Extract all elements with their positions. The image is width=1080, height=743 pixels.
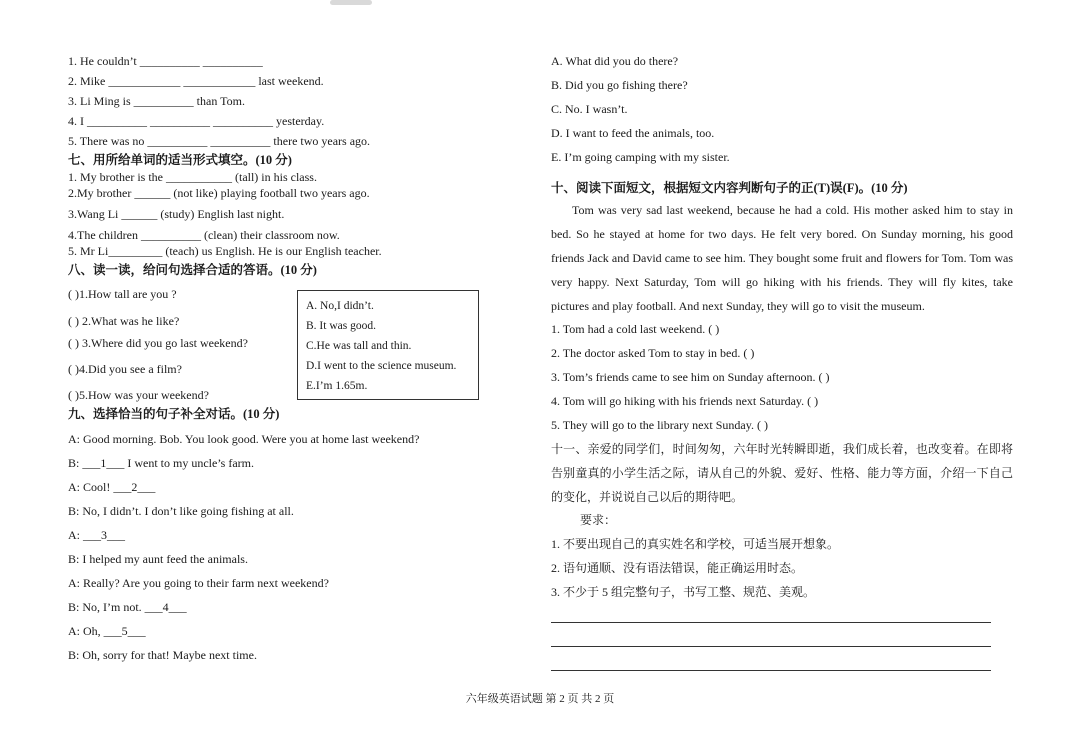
section6-item-3: 3. Li Ming is __________ than Tom. <box>68 94 245 108</box>
option-d: D. I want to feed the animals, too. <box>551 126 715 140</box>
answer-choices-box <box>297 290 479 400</box>
section7-item-3: 3.Wang Li ______ (study) English last night. <box>68 207 285 221</box>
requirement-2: 2. 语句通顺、没有语法错误，能正确运用时态。 <box>551 561 804 575</box>
section7-item-2: 2.My brother ______ (not like) playing football two years ago. <box>68 186 370 200</box>
section6-item-5: 5. There was no __________ __________ there two years ago. <box>68 134 371 148</box>
section6-item-2: 2. Mike ____________ ____________ last weekend. <box>68 74 324 88</box>
tf-item-5: 5. They will go to the library next Sunday. ( ) <box>551 418 768 432</box>
section8-question-2: ( ) 2.What was he like? <box>68 314 180 328</box>
answer-choice-d: D.I went to the science museum. <box>306 360 457 372</box>
page-footer: 六年级英语试题 第 2 页 共 2 页 <box>465 693 615 705</box>
section7-heading: 七、用所给单词的适当形式填空。(10 分) <box>68 153 292 167</box>
writing-line-1 <box>551 622 991 623</box>
answer-choice-b: B. It was good. <box>306 320 376 332</box>
writing-line-2 <box>551 646 991 647</box>
dialogue-line-8: B: No, I’m not. ___4___ <box>68 600 187 614</box>
answer-choice-e: E.I’m 1.65m. <box>306 380 368 392</box>
section10-heading: 十、阅读下面短文，根据短文内容判断句子的正(T)误(F)。(10 分) <box>551 181 908 195</box>
dialogue-line-2: B: ___1___ I went to my uncle’s farm. <box>68 456 254 470</box>
option-a: A. What did you do there? <box>551 54 679 68</box>
section8-question-1: ( )1.How tall are you ? <box>68 287 177 301</box>
option-c: C. No. I wasn’t. <box>551 102 628 116</box>
dialogue-line-5: A: ___3___ <box>68 528 125 542</box>
section7-item-1: 1. My brother is the ___________ (tall) in his class. <box>68 170 317 184</box>
section6-item-4: 4. I __________ __________ __________ yesterday. <box>68 114 325 128</box>
section8-question-3: ( ) 3.Where did you go last weekend? <box>68 336 248 350</box>
writing-line-3 <box>551 670 991 671</box>
dialogue-line-1: A: Good morning. Bob. You look good. Were you at home last weekend? <box>68 432 420 446</box>
section8-heading: 八、读一读，给问句选择合适的答语。(10 分) <box>68 263 317 277</box>
dialogue-line-3: A: Cool! ___2___ <box>68 480 156 494</box>
dialogue-line-4: B: No, I didn’t. I don’t like going fishing at all. <box>68 504 294 518</box>
section9-heading: 九、选择恰当的句子补全对话。(10 分) <box>68 407 280 421</box>
section7-item-5: 5. Mr Li_________ (teach) us English. He is our English teacher. <box>68 244 382 258</box>
section8-question-4: ( )4.Did you see a film? <box>68 362 182 376</box>
answer-choice-a: A. No,I didn’t. <box>306 300 374 312</box>
answer-choice-c: C.He was tall and thin. <box>306 340 412 352</box>
writing-task-prompt: 十一、亲爱的同学们，时间匆匆，六年时光转瞬即逝，我们成长着，也改变着。在即将告别童真的小学生活之际，请从自己的外貌、爱好、性格、能力等方面，介绍一下自己的变化，并说说自己以后的期待吧。 <box>551 442 1013 504</box>
tf-item-4: 4. Tom will go hiking with his friends next Saturday. ( ) <box>551 394 819 408</box>
tf-item-1: 1. Tom had a cold last weekend. ( ) <box>551 322 720 336</box>
tf-item-3: 3. Tom’s friends came to see him on Sunday afternoon. ( ) <box>551 370 830 384</box>
section8-question-5: ( )5.How was your weekend? <box>68 388 209 402</box>
requirement-1: 1. 不要出现自己的真实姓名和学校，可适当展开想象。 <box>551 537 840 551</box>
section6-item-1: 1. He couldn’t __________ __________ <box>68 54 263 68</box>
dialogue-line-6: B: I helped my aunt feed the animals. <box>68 552 248 566</box>
tf-item-2: 2. The doctor asked Tom to stay in bed. ( ) <box>551 346 755 360</box>
requirement-3: 3. 不少于 5 组完整句子，书写工整、规范、美观。 <box>551 585 816 599</box>
section7-item-4: 4.The children __________ (clean) their classroom now. <box>68 228 340 242</box>
dialogue-line-10: B: Oh, sorry for that! Maybe next time. <box>68 648 257 662</box>
option-b: B. Did you go fishing there? <box>551 78 688 92</box>
dialogue-line-9: A: Oh, ___5___ <box>68 624 146 638</box>
option-e: E. I’m going camping with my sister. <box>551 150 730 164</box>
top-edge-smudge <box>330 0 372 5</box>
reading-passage: Tom was very sad last weekend, because he had a cold. His mother asked him to stay in bed. So he stayed at home for two days. He felt very bored. On Sunday morning, his good friends Jack and David came to see him. They bought some fruit and flowers for Tom. Tom was very happy. Next Saturday, Tom will go hiking with his friends. They will fly kites, take pictures and play football. And next Sunday, they will go to visit the museum. <box>551 203 1013 313</box>
requirements-label: 要求： <box>580 513 617 527</box>
dialogue-line-7: A: Really? Are you going to their farm next weekend? <box>68 576 329 590</box>
